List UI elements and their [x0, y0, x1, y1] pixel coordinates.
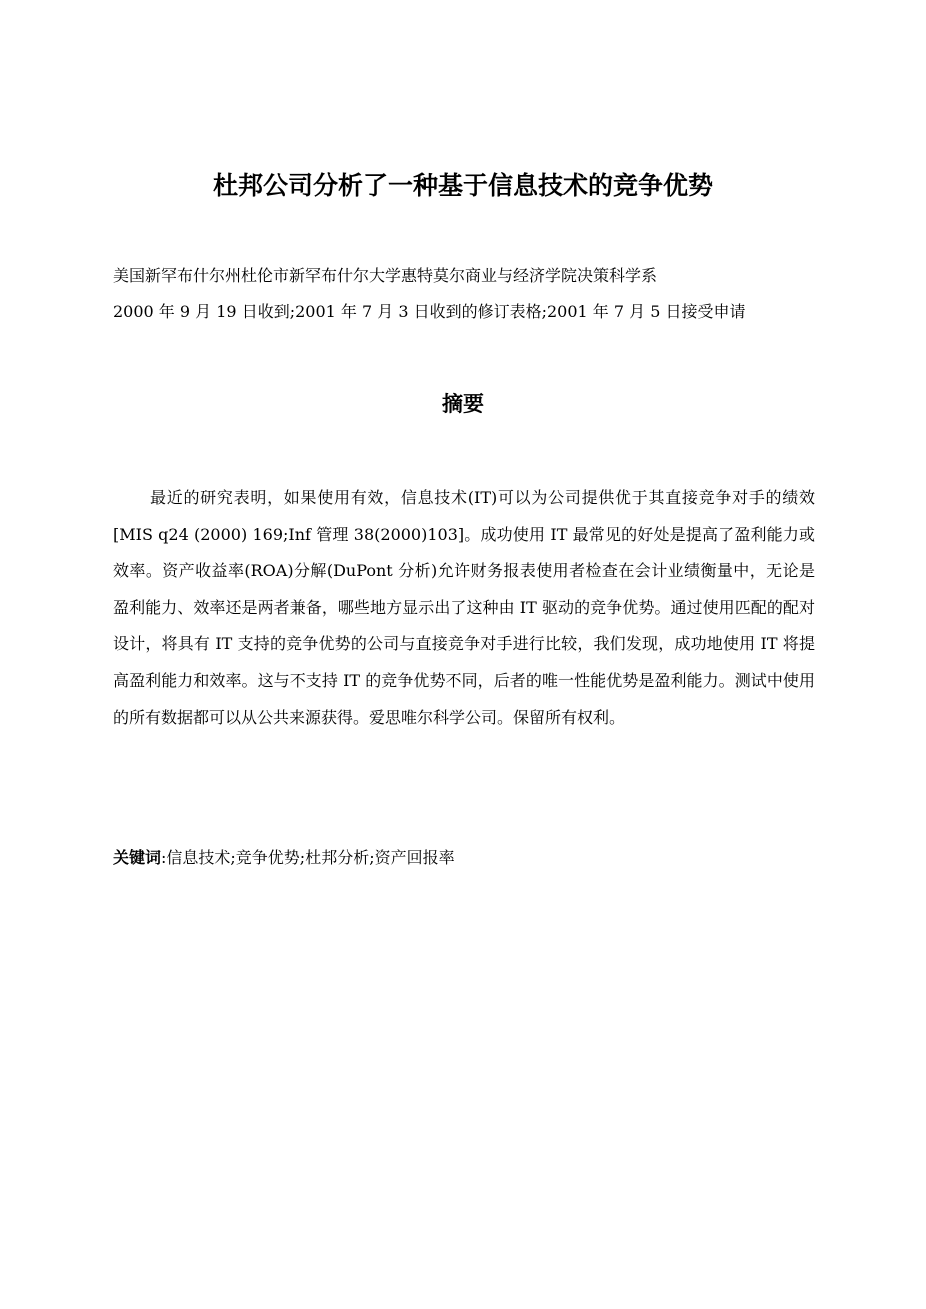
- keywords-line: [113, 846, 833, 870]
- author-affiliation: 美国新罕布什尔州杜伦市新罕布什尔大学惠特莫尔商业与经济学院决策科学系: [113, 266, 658, 285]
- keywords-label: 关键词: [113, 848, 162, 867]
- abstract-body: 最近的研究表明，如果使用有效，信息技术(IT)可以为公司提供优于其直接竞争对手的绩效[MIS q24 (2000) 169;Inf 管理 38(2000)103]。成功使用 IT 最常见的好处是提高了盈利能力或效率。资产收益率(ROA)分解(DuPont 分析)允许财务报表使用者检查在会计业绩衡量中，无论是盈利能力、效率还是两者兼备，哪些地方显示出了这种由 IT 驱动的竞争优势。通过使用匹配的配对设计，将具有 IT 支持的竞争优势的公司与直接竞争对手进行比较，我们发现，成功地使用 IT 将提高盈利能力和效率。这与不支持 IT 的竞争优势不同，后者的唯一性能优势是盈利能力。测试中使用的所有数据都可以从公共来源获得。爱思唯尔科学公司。保留所有权利。: [113, 488, 815, 727]
- keywords-list: :信息技术;竞争优势;杜邦分析;资产回报率: [161, 848, 455, 867]
- document-title: 杜邦公司分析了一种基于信息技术的竞争优势: [212, 171, 713, 200]
- abstract-heading: 摘要: [442, 392, 484, 416]
- submission-dates: 2000 年 9 月 19 日收到;2001 年 7 月 3 日收到的修订表格;2001 年 7 月 5 日接受申请: [113, 302, 746, 321]
